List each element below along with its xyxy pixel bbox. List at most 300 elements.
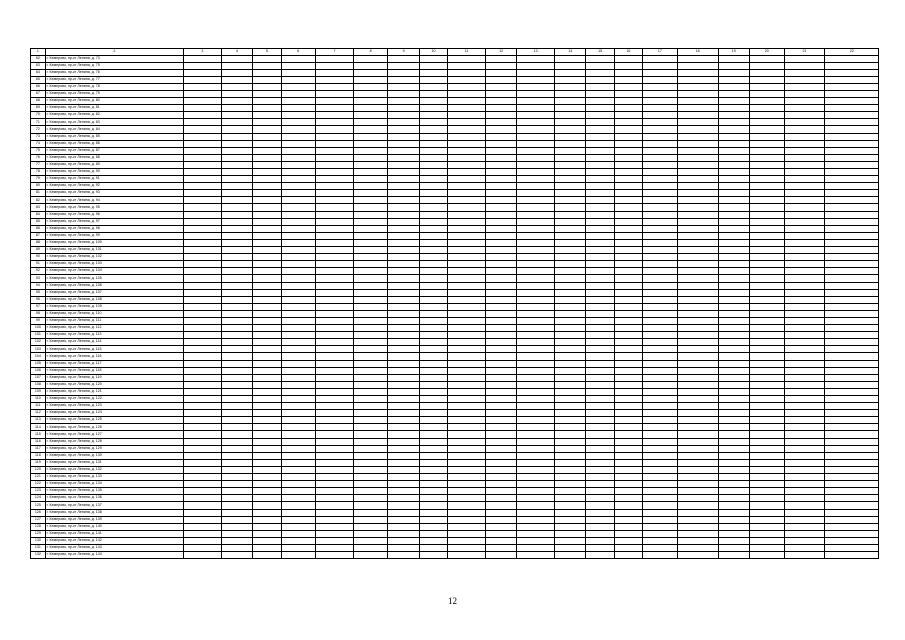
- value-cell: [448, 396, 486, 403]
- value-cell: [718, 523, 749, 530]
- value-cell: [316, 176, 354, 183]
- value-cell: [485, 154, 516, 161]
- value-cell: [555, 197, 586, 204]
- value-cell: [253, 147, 281, 154]
- value-cell: [643, 76, 678, 83]
- value-cell: [825, 339, 879, 346]
- value-cell: [586, 509, 614, 516]
- value-cell: [677, 112, 718, 119]
- value-cell: [825, 62, 879, 69]
- value-cell: [388, 126, 419, 133]
- value-cell: [316, 445, 354, 452]
- value-cell: [749, 417, 784, 424]
- value-cell: [221, 459, 252, 466]
- value-cell: [614, 275, 642, 282]
- address-cell: г. Кемерово, пр-кт Ленина, д. 105: [45, 275, 183, 282]
- value-cell: [281, 119, 316, 126]
- value-cell: [784, 481, 825, 488]
- table-row: [31, 495, 879, 502]
- row-number-cell: 111: [31, 403, 46, 410]
- value-cell: [221, 495, 252, 502]
- value-cell: [643, 346, 678, 353]
- value-cell: [448, 261, 486, 268]
- value-cell: [221, 204, 252, 211]
- value-cell: [614, 211, 642, 218]
- value-cell: [419, 360, 447, 367]
- value-cell: [677, 282, 718, 289]
- value-cell: [448, 516, 486, 523]
- value-cell: [353, 474, 388, 481]
- value-cell: [825, 438, 879, 445]
- column-number-cell: 20: [749, 49, 784, 56]
- value-cell: [825, 374, 879, 381]
- value-cell: [448, 76, 486, 83]
- value-cell: [316, 509, 354, 516]
- value-cell: [784, 239, 825, 246]
- value-cell: [184, 424, 222, 431]
- value-cell: [643, 126, 678, 133]
- value-cell: [253, 126, 281, 133]
- value-cell: [253, 438, 281, 445]
- value-cell: [677, 133, 718, 140]
- value-cell: [677, 254, 718, 261]
- value-cell: [677, 388, 718, 395]
- value-cell: [614, 360, 642, 367]
- value-cell: [614, 90, 642, 97]
- value-cell: [614, 289, 642, 296]
- row-number-cell: 90: [31, 254, 46, 261]
- value-cell: [517, 544, 555, 551]
- column-number-cell: 9: [388, 49, 419, 56]
- value-cell: [353, 417, 388, 424]
- value-cell: [253, 530, 281, 537]
- value-cell: [677, 268, 718, 275]
- value-cell: [316, 55, 354, 62]
- value-cell: [677, 431, 718, 438]
- value-cell: [825, 83, 879, 90]
- value-cell: [448, 544, 486, 551]
- value-cell: [253, 388, 281, 395]
- value-cell: [419, 481, 447, 488]
- value-cell: [281, 403, 316, 410]
- value-cell: [614, 133, 642, 140]
- value-cell: [718, 544, 749, 551]
- page-number: 12: [448, 596, 457, 606]
- value-cell: [555, 424, 586, 431]
- value-cell: [784, 332, 825, 339]
- value-cell: [281, 381, 316, 388]
- value-cell: [388, 239, 419, 246]
- value-cell: [825, 431, 879, 438]
- value-cell: [253, 76, 281, 83]
- value-cell: [353, 374, 388, 381]
- value-cell: [784, 90, 825, 97]
- value-cell: [184, 112, 222, 119]
- value-cell: [643, 211, 678, 218]
- value-cell: [555, 530, 586, 537]
- value-cell: [485, 62, 516, 69]
- value-cell: [517, 424, 555, 431]
- value-cell: [281, 353, 316, 360]
- value-cell: [253, 523, 281, 530]
- value-cell: [388, 275, 419, 282]
- value-cell: [448, 83, 486, 90]
- value-cell: [419, 544, 447, 551]
- value-cell: [614, 353, 642, 360]
- column-number-cell: 4: [221, 49, 252, 56]
- value-cell: [784, 126, 825, 133]
- row-number-cell: 98: [31, 310, 46, 317]
- table-row: [31, 544, 879, 551]
- value-cell: [221, 488, 252, 495]
- value-cell: [316, 218, 354, 225]
- table-row: [31, 303, 879, 310]
- value-cell: [643, 403, 678, 410]
- value-cell: [353, 140, 388, 147]
- value-cell: [677, 381, 718, 388]
- value-cell: [517, 176, 555, 183]
- value-cell: [784, 552, 825, 559]
- row-number-cell: 91: [31, 261, 46, 268]
- value-cell: [555, 431, 586, 438]
- value-cell: [825, 332, 879, 339]
- value-cell: [586, 218, 614, 225]
- value-cell: [586, 133, 614, 140]
- value-cell: [643, 488, 678, 495]
- value-cell: [419, 381, 447, 388]
- value-cell: [825, 552, 879, 559]
- value-cell: [825, 190, 879, 197]
- value-cell: [586, 62, 614, 69]
- table-row: [31, 516, 879, 523]
- value-cell: [614, 112, 642, 119]
- value-cell: [749, 332, 784, 339]
- table-body: [31, 55, 879, 559]
- value-cell: [448, 346, 486, 353]
- value-cell: [184, 445, 222, 452]
- value-cell: [825, 140, 879, 147]
- value-cell: [614, 76, 642, 83]
- value-cell: [718, 62, 749, 69]
- value-cell: [718, 204, 749, 211]
- value-cell: [184, 488, 222, 495]
- value-cell: [388, 225, 419, 232]
- value-cell: [614, 516, 642, 523]
- value-cell: [677, 90, 718, 97]
- value-cell: [586, 247, 614, 254]
- value-cell: [388, 396, 419, 403]
- table-row: [31, 161, 879, 168]
- column-number-cell: 11: [448, 49, 486, 56]
- value-cell: [555, 254, 586, 261]
- value-cell: [749, 424, 784, 431]
- address-cell: г. Кемерово, пр-кт Ленина, д. 102: [45, 254, 183, 261]
- address-cell: г. Кемерово, пр-кт Ленина, д. 103: [45, 261, 183, 268]
- value-cell: [677, 466, 718, 473]
- value-cell: [825, 183, 879, 190]
- value-cell: [388, 495, 419, 502]
- value-cell: [749, 275, 784, 282]
- value-cell: [316, 197, 354, 204]
- value-cell: [419, 133, 447, 140]
- value-cell: [281, 232, 316, 239]
- value-cell: [517, 133, 555, 140]
- address-cell: г. Кемерово, пр-кт Ленина, д. 73: [45, 55, 183, 62]
- value-cell: [485, 374, 516, 381]
- value-cell: [517, 112, 555, 119]
- row-number-cell: 121: [31, 474, 46, 481]
- column-number-cell: 22: [825, 49, 879, 56]
- value-cell: [614, 346, 642, 353]
- value-cell: [184, 261, 222, 268]
- row-number-cell: 107: [31, 374, 46, 381]
- value-cell: [485, 112, 516, 119]
- value-cell: [353, 83, 388, 90]
- value-cell: [353, 247, 388, 254]
- value-cell: [316, 211, 354, 218]
- address-cell: г. Кемерово, пр-кт Ленина, д. 97: [45, 218, 183, 225]
- address-cell: г. Кемерово, пр-кт Ленина, д. 79: [45, 90, 183, 97]
- value-cell: [586, 474, 614, 481]
- value-cell: [353, 105, 388, 112]
- address-cell: г. Кемерово, пр-кт Ленина, д. 87: [45, 147, 183, 154]
- value-cell: [419, 310, 447, 317]
- value-cell: [221, 218, 252, 225]
- value-cell: [555, 381, 586, 388]
- value-cell: [749, 140, 784, 147]
- value-cell: [253, 239, 281, 246]
- address-cell: г. Кемерово, пр-кт Ленина, д. 141: [45, 530, 183, 537]
- address-cell: г. Кемерово, пр-кт Ленина, д. 112: [45, 325, 183, 332]
- value-cell: [485, 254, 516, 261]
- value-cell: [784, 98, 825, 105]
- value-cell: [586, 204, 614, 211]
- value-cell: [221, 239, 252, 246]
- value-cell: [555, 474, 586, 481]
- value-cell: [419, 69, 447, 76]
- value-cell: [718, 275, 749, 282]
- value-cell: [517, 268, 555, 275]
- column-number-cell: 3: [184, 49, 222, 56]
- address-cell: г. Кемерово, пр-кт Ленина, д. 124: [45, 410, 183, 417]
- value-cell: [586, 552, 614, 559]
- row-number-cell: 87: [31, 232, 46, 239]
- table-row: [31, 552, 879, 559]
- value-cell: [316, 140, 354, 147]
- table-row: [31, 459, 879, 466]
- value-cell: [316, 183, 354, 190]
- table-row: [31, 537, 879, 544]
- table-row: [31, 69, 879, 76]
- address-cell: г. Кемерово, пр-кт Ленина, д. 88: [45, 154, 183, 161]
- value-cell: [419, 374, 447, 381]
- value-cell: [643, 339, 678, 346]
- value-cell: [586, 360, 614, 367]
- value-cell: [388, 176, 419, 183]
- value-cell: [353, 119, 388, 126]
- value-cell: [281, 445, 316, 452]
- value-cell: [784, 488, 825, 495]
- value-cell: [316, 275, 354, 282]
- value-cell: [448, 523, 486, 530]
- value-cell: [749, 211, 784, 218]
- value-cell: [388, 353, 419, 360]
- value-cell: [221, 417, 252, 424]
- value-cell: [353, 190, 388, 197]
- value-cell: [784, 232, 825, 239]
- value-cell: [485, 296, 516, 303]
- value-cell: [517, 367, 555, 374]
- value-cell: [718, 474, 749, 481]
- table-row: [31, 502, 879, 509]
- address-cell: г. Кемерово, пр-кт Ленина, д. 98: [45, 225, 183, 232]
- value-cell: [184, 126, 222, 133]
- row-number-cell: 119: [31, 459, 46, 466]
- table-row: [31, 154, 879, 161]
- value-cell: [221, 183, 252, 190]
- value-cell: [749, 403, 784, 410]
- row-number-cell: 79: [31, 176, 46, 183]
- table-row: [31, 190, 879, 197]
- row-number-cell: 106: [31, 367, 46, 374]
- value-cell: [517, 232, 555, 239]
- value-cell: [448, 169, 486, 176]
- value-cell: [718, 225, 749, 232]
- value-cell: [718, 438, 749, 445]
- address-cell: г. Кемерово, пр-кт Ленина, д. 92: [45, 183, 183, 190]
- value-cell: [221, 424, 252, 431]
- value-cell: [586, 346, 614, 353]
- table-row: [31, 332, 879, 339]
- value-cell: [749, 474, 784, 481]
- value-cell: [614, 552, 642, 559]
- value-cell: [448, 495, 486, 502]
- value-cell: [353, 112, 388, 119]
- value-cell: [784, 303, 825, 310]
- value-cell: [353, 254, 388, 261]
- table-row: [31, 289, 879, 296]
- value-cell: [586, 282, 614, 289]
- value-cell: [555, 204, 586, 211]
- value-cell: [586, 481, 614, 488]
- value-cell: [316, 360, 354, 367]
- row-number-cell: 71: [31, 119, 46, 126]
- value-cell: [281, 261, 316, 268]
- value-cell: [555, 225, 586, 232]
- value-cell: [784, 509, 825, 516]
- value-cell: [517, 76, 555, 83]
- value-cell: [353, 154, 388, 161]
- value-cell: [643, 310, 678, 317]
- value-cell: [353, 332, 388, 339]
- address-cell: г. Кемерово, пр-кт Ленина, д. 100: [45, 239, 183, 246]
- value-cell: [614, 452, 642, 459]
- value-cell: [353, 98, 388, 105]
- value-cell: [677, 410, 718, 417]
- value-cell: [643, 332, 678, 339]
- column-number-cell: 21: [784, 49, 825, 56]
- table-row: [31, 388, 879, 395]
- value-cell: [718, 459, 749, 466]
- value-cell: [485, 502, 516, 509]
- value-cell: [253, 119, 281, 126]
- value-cell: [485, 261, 516, 268]
- value-cell: [253, 289, 281, 296]
- value-cell: [555, 346, 586, 353]
- value-cell: [555, 317, 586, 324]
- table-row: [31, 126, 879, 133]
- value-cell: [555, 367, 586, 374]
- row-number-cell: 113: [31, 417, 46, 424]
- value-cell: [419, 353, 447, 360]
- value-cell: [614, 481, 642, 488]
- value-cell: [353, 126, 388, 133]
- value-cell: [825, 388, 879, 395]
- value-cell: [316, 353, 354, 360]
- value-cell: [448, 112, 486, 119]
- value-cell: [184, 303, 222, 310]
- row-number-cell: 122: [31, 481, 46, 488]
- value-cell: [586, 119, 614, 126]
- registry-table-sheet: [30, 48, 879, 559]
- value-cell: [784, 310, 825, 317]
- value-cell: [555, 459, 586, 466]
- table-row: [31, 381, 879, 388]
- address-cell: г. Кемерово, пр-кт Ленина, д. 77: [45, 76, 183, 83]
- value-cell: [316, 190, 354, 197]
- value-cell: [253, 62, 281, 69]
- value-cell: [517, 459, 555, 466]
- value-cell: [184, 289, 222, 296]
- value-cell: [281, 346, 316, 353]
- value-cell: [718, 310, 749, 317]
- value-cell: [448, 218, 486, 225]
- table-row: [31, 310, 879, 317]
- value-cell: [677, 275, 718, 282]
- value-cell: [614, 474, 642, 481]
- value-cell: [517, 516, 555, 523]
- value-cell: [586, 516, 614, 523]
- value-cell: [448, 438, 486, 445]
- value-cell: [825, 452, 879, 459]
- value-cell: [586, 438, 614, 445]
- value-cell: [388, 417, 419, 424]
- value-cell: [448, 190, 486, 197]
- value-cell: [718, 317, 749, 324]
- value-cell: [784, 105, 825, 112]
- column-number-cell: 18: [677, 49, 718, 56]
- value-cell: [316, 516, 354, 523]
- address-cell: г. Кемерово, пр-кт Ленина, д. 119: [45, 374, 183, 381]
- address-cell: г. Кемерово, пр-кт Ленина, д. 96: [45, 211, 183, 218]
- table-row: [31, 523, 879, 530]
- value-cell: [784, 275, 825, 282]
- value-cell: [221, 502, 252, 509]
- value-cell: [485, 353, 516, 360]
- address-cell: г. Кемерово, пр-кт Ленина, д. 125: [45, 417, 183, 424]
- value-cell: [586, 296, 614, 303]
- value-cell: [643, 424, 678, 431]
- value-cell: [485, 211, 516, 218]
- value-cell: [677, 530, 718, 537]
- value-cell: [517, 254, 555, 261]
- value-cell: [517, 169, 555, 176]
- column-number-cell: 16: [614, 49, 642, 56]
- value-cell: [677, 360, 718, 367]
- value-cell: [614, 438, 642, 445]
- value-cell: [316, 147, 354, 154]
- value-cell: [586, 317, 614, 324]
